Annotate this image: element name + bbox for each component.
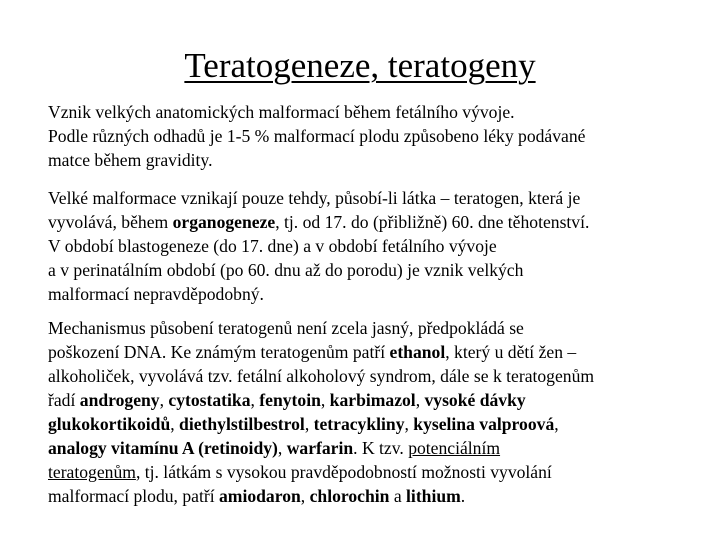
- term-teratogenum: teratogenům: [48, 462, 136, 482]
- term-vysoke-davky: vysoké dávky: [424, 390, 526, 410]
- text-fragment: ,: [320, 390, 330, 410]
- text-fragment: ,: [277, 438, 287, 458]
- term-fenytoin: fenytoin: [259, 390, 321, 410]
- text-fragment: ,: [250, 390, 260, 410]
- text-fragment: .: [460, 486, 466, 506]
- text-line: V období blastogeneze (do 17. dne) a v období fetálního vývoje: [48, 236, 497, 256]
- term-chlorochin: chlorochin: [309, 486, 390, 506]
- term-ethanol: ethanol: [389, 342, 446, 362]
- text-fragment: ,: [554, 414, 559, 434]
- paragraph-malformations: [48, 186, 688, 306]
- term-tetracykliny: tetracykliny: [313, 414, 405, 434]
- paragraph-intro: [48, 100, 688, 172]
- term-amiodaron: amiodaron: [219, 486, 301, 506]
- term-lithium: lithium: [406, 486, 461, 506]
- text-fragment: malformací plodu, patří: [48, 486, 219, 506]
- text-fragment: ,: [415, 390, 425, 410]
- term-analogy-vitaminu-a: analogy vitamínu A (retinoidy): [48, 438, 278, 458]
- text-fragment: , tj. látkám s vysokou pravděpodobností možnosti vyvolání: [135, 462, 552, 482]
- text-fragment: ,: [159, 390, 169, 410]
- term-warfarin: warfarin: [286, 438, 354, 458]
- term-glukokortikoidu: glukokortikoidů: [48, 414, 171, 434]
- text-fragment: a: [389, 486, 407, 506]
- text-line: malformací nepravděpodobný.: [48, 284, 264, 304]
- text-fragment: ,: [304, 414, 314, 434]
- text-fragment: poškození DNA. Ke známým teratogenům patří: [48, 342, 390, 362]
- text-line: matce během gravidity.: [48, 150, 213, 170]
- term-androgeny: androgeny: [79, 390, 160, 410]
- text-line: Podle různých odhadů je 1-5 % malformací plodu způsobeno léky podávané: [48, 126, 586, 146]
- text-line: Velké malformace vznikají pouze tehdy, působí-li látka – teratogen, která je: [48, 188, 581, 208]
- text-fragment: ,: [300, 486, 310, 506]
- term-organogeneze: organogeneze: [172, 212, 276, 232]
- term-diethylstilbestrol: diethylstilbestrol: [179, 414, 305, 434]
- slide-title: Teratogeneze, teratogeny: [184, 46, 536, 85]
- text-fragment: řadí: [48, 390, 80, 410]
- text-line: alkoholiček, vyvolává tzv. fetální alkoholový syndrom, dále se k teratogenům: [48, 366, 595, 386]
- text-line: a v perinatálním období (po 60. dnu až do porodu) je vznik velkých: [48, 260, 524, 280]
- text-fragment: ,: [170, 414, 180, 434]
- term-cytostatika: cytostatika: [168, 390, 251, 410]
- term-potencialnim: potenciálním: [408, 438, 501, 458]
- text-line: Vznik velkých anatomických malformací během fetálního vývoje.: [48, 102, 515, 122]
- text-fragment: , který u dětí žen –: [445, 342, 577, 362]
- text-line: Mechanismus působení teratogenů není zcela jasný, předpokládá se: [48, 318, 524, 338]
- text-fragment: , tj. od 17. do (přibližně) 60. dne těhotenství.: [275, 212, 590, 232]
- text-fragment: . K tzv.: [353, 438, 409, 458]
- paragraph-mechanism: [48, 316, 688, 508]
- text-fragment: ,: [404, 414, 414, 434]
- term-karbimazol: karbimazol: [329, 390, 416, 410]
- term-kyselina-valproova: kyselina valproová: [413, 414, 555, 434]
- text-fragment: vyvolává, během: [48, 212, 173, 232]
